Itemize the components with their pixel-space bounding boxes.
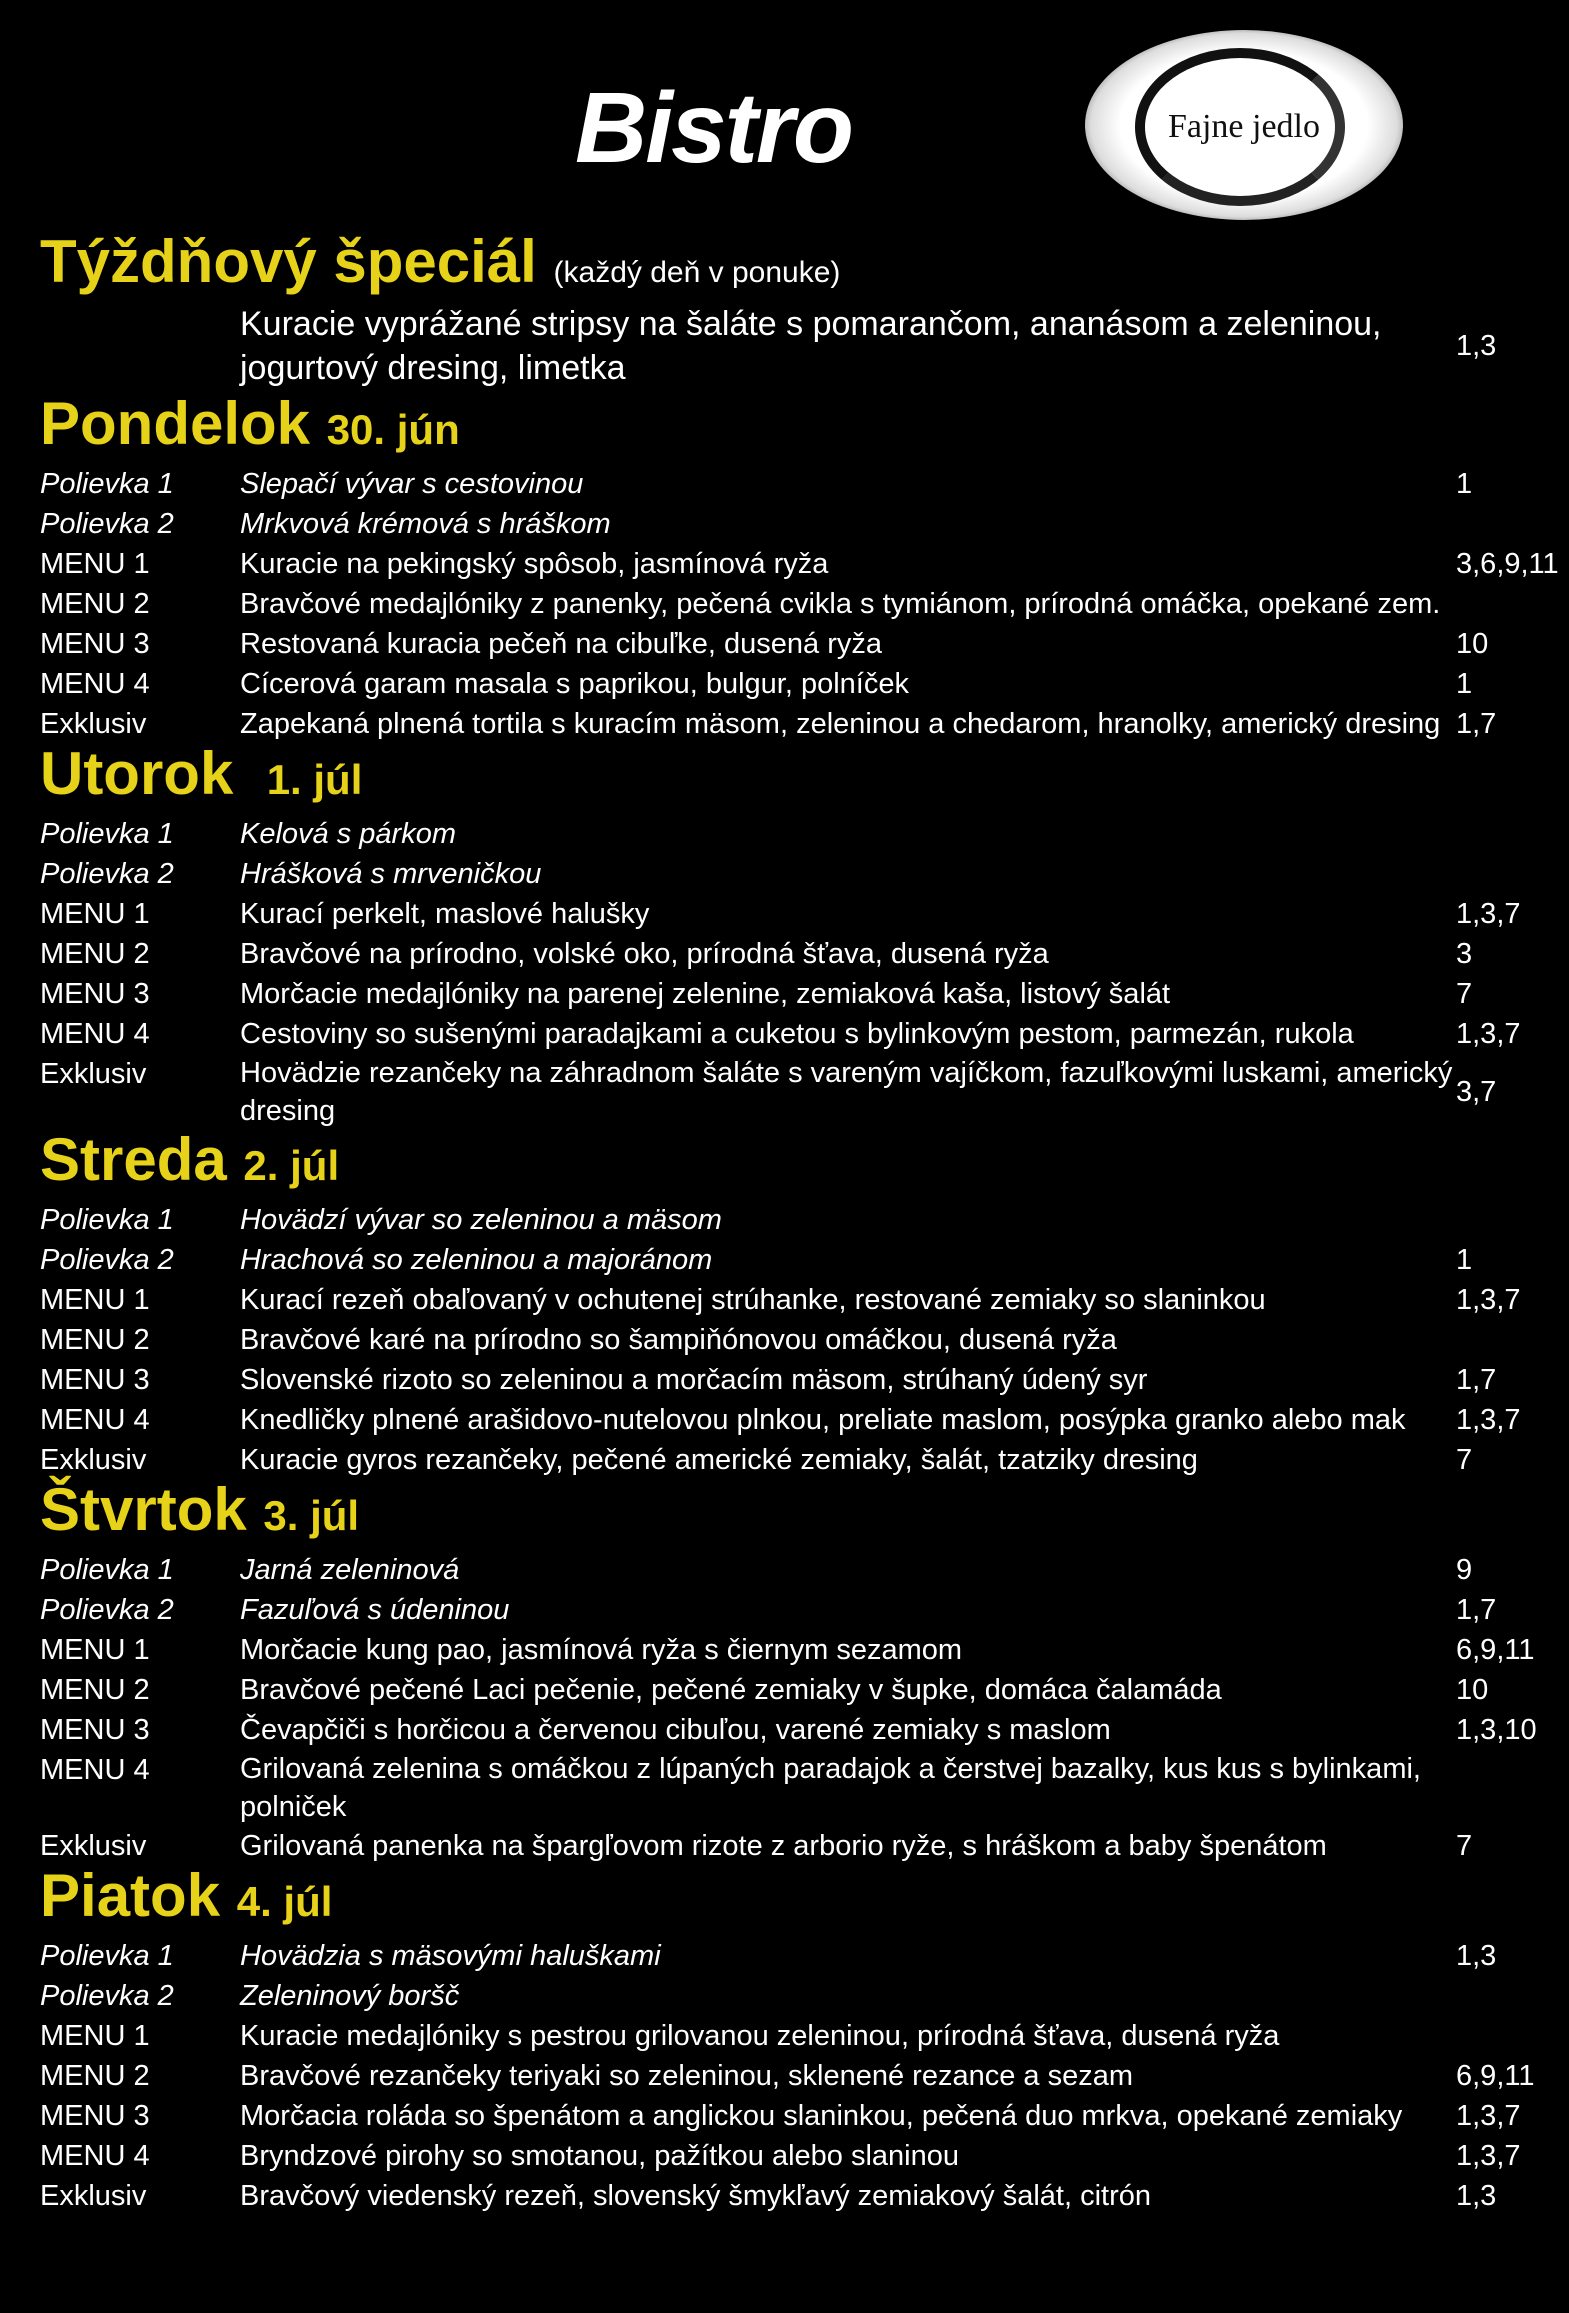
row-allergens: 3,6,9,11 <box>1456 548 1559 580</box>
row-dish: Kurací perkelt, maslové halušky <box>240 898 650 930</box>
menu-row <box>40 974 1560 1014</box>
row-allergens <box>1456 2016 1560 2056</box>
row-dish: Slovenské rizoto so zeleninou a morčacím mäsom, strúhaný údený syr <box>240 1364 1148 1396</box>
row-dish: Bravčové rezančeky teriyaki so zeleninou, sklenené rezance a sezam <box>240 2060 1134 2092</box>
row-label: MENU 1 <box>40 1634 150 1666</box>
row-allergens: 6,9,11 <box>1456 1634 1535 1666</box>
row-label: Polievka 1 <box>40 1940 174 1972</box>
row-label: MENU 4 <box>40 1018 150 1050</box>
row-dish: Cestoviny so sušenými paradajkami a cuketou s bylinkovým pestom, parmezán, rukola <box>240 1018 1354 1050</box>
menu-row <box>40 894 1560 934</box>
row-label: MENU 4 <box>40 1404 150 1436</box>
row-dish: Hovädzia s mäsovými haluškami <box>240 1940 661 1972</box>
special-title <box>40 228 1560 302</box>
menu-row <box>40 1014 1560 1054</box>
menu-row <box>40 1590 1560 1630</box>
row-allergens <box>1456 814 1560 854</box>
row-dish: Hrachová so zeleninou a majoránom <box>240 1244 713 1276</box>
special-dish: Kuracie vyprážané stripsy na šaláte s pomarančom, ananásom a zeleninou, jogurtový dresing, limetka <box>240 305 1382 387</box>
row-allergens: 1,7 <box>1456 1364 1497 1396</box>
row-allergens: 7 <box>1456 978 1473 1010</box>
row-label: Polievka 2 <box>40 1244 174 1276</box>
row-dish: Kuracie medajlóniky s pestrou grilovanou zeleninou, prírodná šťava, dusená ryža <box>240 2020 1280 2052</box>
menu-row <box>40 1976 1560 2016</box>
row-allergens: 1,3,7 <box>1456 898 1521 930</box>
row-allergens <box>1456 854 1560 894</box>
menu-row <box>40 584 1560 624</box>
special-allergens: 1,3 <box>1456 330 1497 362</box>
day-title <box>40 390 1560 464</box>
day-date: 1. júl <box>266 756 363 803</box>
header <box>0 0 1569 230</box>
row-dish: Hrášková s mrveničkou <box>240 858 542 890</box>
row-allergens: 9 <box>1456 1554 1473 1586</box>
day-section <box>40 1126 1560 1480</box>
row-allergens: 6,9,11 <box>1456 2060 1535 2092</box>
day-date: 2. júl <box>243 1142 340 1189</box>
row-dish: Bravčové na prírodno, volské oko, prírodná šťava, dusená ryža <box>240 938 1049 970</box>
menu-row <box>40 1630 1560 1670</box>
menu-row <box>40 1670 1560 1710</box>
row-dish: Mrkvová krémová s hráškom <box>240 508 611 540</box>
row-allergens: 1,3,7 <box>1456 1284 1521 1316</box>
row-allergens: 1 <box>1456 1244 1473 1276</box>
logo-text: Fajne jedlo <box>1167 108 1321 145</box>
menu-row <box>40 1280 1560 1320</box>
row-allergens <box>1456 1750 1560 1826</box>
row-dish: Hovädzí vývar so zeleninou a mäsom <box>240 1204 722 1236</box>
row-allergens: 1,3 <box>1456 1940 1497 1972</box>
menu-row <box>40 1750 1560 1826</box>
row-label: MENU 2 <box>40 1324 150 1356</box>
row-dish: Čevapčiči s horčicou a červenou cibuľou, varené zemiaky s maslom <box>240 1714 1111 1746</box>
row-allergens: 1,3 <box>1456 2180 1497 2212</box>
row-allergens <box>1456 584 1560 624</box>
row-dish: Zapekaná plnená tortila s kuracím mäsom, zeleninou a chedarom, hranolky, americký dresing <box>240 708 1441 740</box>
row-allergens <box>1456 1320 1560 1360</box>
row-label: Exklusiv <box>40 2180 147 2212</box>
menu-row <box>40 854 1560 894</box>
menu-row <box>40 2016 1560 2056</box>
row-label: MENU 2 <box>40 588 150 620</box>
menu-row <box>40 544 1560 584</box>
menu-row <box>40 2096 1560 2136</box>
row-dish: Kurací rezeň obaľovaný v ochutenej strúhanke, restované zemiaky so slaninkou <box>240 1284 1266 1316</box>
menu-row <box>40 464 1560 504</box>
day-name: Streda <box>40 1126 227 1193</box>
row-label: MENU 2 <box>40 938 150 970</box>
special-note: (každý deň v ponuke) <box>553 256 841 289</box>
row-label: MENU 4 <box>40 2140 150 2172</box>
row-allergens: 3 <box>1456 938 1473 970</box>
row-label: MENU 4 <box>40 1754 150 1786</box>
menu-row <box>40 1936 1560 1976</box>
row-label: MENU 3 <box>40 1714 150 1746</box>
menu-row <box>40 1240 1560 1280</box>
row-allergens: 7 <box>1456 1444 1473 1476</box>
row-dish: Kelová s párkom <box>240 818 456 850</box>
day-title <box>40 1476 1560 1550</box>
row-dish: Knedličky plnené arašidovo-nutelovou plnkou, preliate maslom, posýpka granko alebo mak <box>240 1404 1406 1436</box>
row-allergens: 7 <box>1456 1830 1473 1862</box>
row-dish: Morčacie medajlóniky na parenej zelenine, zemiaková kaša, listový šalát <box>240 978 1171 1010</box>
row-label: MENU 3 <box>40 1364 150 1396</box>
row-label: Polievka 1 <box>40 818 174 850</box>
row-label: Polievka 1 <box>40 1554 174 1586</box>
day-section <box>40 740 1560 1130</box>
row-dish: Bravčové medajlóniky z panenky, pečená cvikla s tymiánom, prírodná omáčka, opekané zem. <box>240 588 1441 620</box>
menu-row <box>40 1054 1560 1130</box>
row-dish: Fazuľová s údeninou <box>240 1594 510 1626</box>
row-allergens: 10 <box>1456 1674 1489 1706</box>
day-title <box>40 1862 1560 1936</box>
row-dish: Bravčový viedenský rezeň, slovenský šmykľavý zemiakový šalát, citrón <box>240 2180 1151 2212</box>
row-dish: Slepačí vývar s cestovinou <box>240 468 584 500</box>
day-date: 30. jún <box>326 406 460 453</box>
menu-row <box>40 1320 1560 1360</box>
row-label: MENU 3 <box>40 2100 150 2132</box>
row-allergens: 1,7 <box>1456 1594 1497 1626</box>
day-section <box>40 1862 1560 2216</box>
day-name: Štvrtok <box>40 1476 247 1543</box>
row-dish: Bryndzové pirohy so smotanou, pažítkou alebo slaninou <box>240 2140 959 2172</box>
menu-content <box>40 228 1560 2216</box>
row-dish: Grilovaná panenka na špargľovom rizote z arborio ryže, s hráškom a baby špenátom <box>240 1830 1327 1862</box>
menu-row <box>40 814 1560 854</box>
day-section <box>40 390 1560 744</box>
row-allergens: 1,3,7 <box>1456 2140 1521 2172</box>
special-item <box>40 302 1560 390</box>
row-label: MENU 2 <box>40 2060 150 2092</box>
menu-row <box>40 1710 1560 1750</box>
row-dish: Bravčové pečené Laci pečenie, pečené zemiaky v šupke, domáca čalamáda <box>240 1674 1222 1706</box>
row-dish: Restovaná kuracia pečeň na cibuľke, dusená ryža <box>240 628 883 660</box>
row-dish: Morčacie kung pao, jasmínová ryža s čiernym sezamom <box>240 1634 963 1666</box>
row-dish: Hovädzie rezančeky na záhradnom šaláte s vareným vajíčkom, fazuľkovými luskami, americký dresing <box>240 1057 1453 1127</box>
row-allergens: 1,3,7 <box>1456 2100 1521 2132</box>
row-label: Exklusiv <box>40 1444 147 1476</box>
row-allergens <box>1456 1200 1560 1240</box>
menu-row <box>40 1200 1560 1240</box>
day-name: Utorok <box>40 740 234 807</box>
row-label: Polievka 2 <box>40 508 174 540</box>
menu-row <box>40 2136 1560 2176</box>
row-allergens: 1 <box>1456 668 1473 700</box>
menu-row <box>40 1550 1560 1590</box>
row-label: Polievka 2 <box>40 1980 174 2012</box>
row-label: Polievka 1 <box>40 1204 174 1236</box>
logo <box>1085 30 1403 220</box>
row-label: MENU 2 <box>40 1674 150 1706</box>
row-label: Exklusiv <box>40 1058 147 1090</box>
row-dish: Kuracie gyros rezančeky, pečené americké zemiaky, šalát, tzatziky dresing <box>240 1444 1198 1476</box>
row-dish: Cícerová garam masala s paprikou, bulgur, polníček <box>240 668 909 700</box>
row-allergens: 1,3,10 <box>1456 1714 1537 1746</box>
day-date: 4. júl <box>236 1878 333 1925</box>
menu-row <box>40 2176 1560 2216</box>
row-allergens <box>1456 504 1560 544</box>
page-title: Bistro <box>575 72 852 184</box>
row-label: Exklusiv <box>40 1830 147 1862</box>
row-allergens: 10 <box>1456 628 1489 660</box>
menu-row <box>40 624 1560 664</box>
row-label: MENU 1 <box>40 2020 150 2052</box>
menu-row <box>40 1440 1560 1480</box>
day-date: 3. júl <box>263 1492 360 1539</box>
menu-row <box>40 664 1560 704</box>
menu-row <box>40 1360 1560 1400</box>
row-label: MENU 1 <box>40 548 150 580</box>
row-dish: Kuracie na pekingský spôsob, jasmínová ryža <box>240 548 829 580</box>
day-name: Pondelok <box>40 390 311 457</box>
row-label: MENU 3 <box>40 628 150 660</box>
day-name: Piatok <box>40 1862 221 1929</box>
row-label: Polievka 2 <box>40 1594 174 1626</box>
row-dish: Bravčové karé na prírodno so šampiňónovou omáčkou, dusená ryža <box>240 1324 1117 1356</box>
row-label: Polievka 2 <box>40 858 174 890</box>
row-allergens: 1,7 <box>1456 708 1497 740</box>
row-allergens: 1,3,7 <box>1456 1404 1521 1436</box>
special-title-text: Týždňový špeciál <box>40 228 537 295</box>
row-dish: Grilovaná zelenina s omáčkou z lúpaných paradajok a čerstvej bazalky, kus kus s bylinkami, polniček <box>240 1753 1421 1823</box>
row-label: MENU 1 <box>40 898 150 930</box>
row-label: MENU 4 <box>40 668 150 700</box>
row-allergens: 1,3,7 <box>1456 1018 1521 1050</box>
menu-row <box>40 504 1560 544</box>
day-section <box>40 1476 1560 1866</box>
row-label: MENU 1 <box>40 1284 150 1316</box>
row-label: Polievka 1 <box>40 468 174 500</box>
row-allergens: 3,7 <box>1456 1076 1497 1108</box>
row-label: MENU 3 <box>40 978 150 1010</box>
menu-row <box>40 934 1560 974</box>
days-list <box>40 390 1560 2216</box>
menu-row <box>40 1400 1560 1440</box>
row-dish: Morčacia roláda so špenátom a anglickou slaninkou, pečená duo mrkva, opekané zemiaky <box>240 2100 1403 2132</box>
day-title <box>40 1126 1560 1200</box>
menu-row <box>40 1826 1560 1866</box>
row-label: Exklusiv <box>40 708 147 740</box>
row-dish: Jarná zeleninová <box>240 1554 460 1586</box>
row-allergens <box>1456 1976 1560 2016</box>
row-dish: Zeleninový boršč <box>240 1980 460 2012</box>
day-title <box>40 740 1560 814</box>
menu-row <box>40 2056 1560 2096</box>
menu-row <box>40 704 1560 744</box>
row-allergens: 1 <box>1456 468 1473 500</box>
